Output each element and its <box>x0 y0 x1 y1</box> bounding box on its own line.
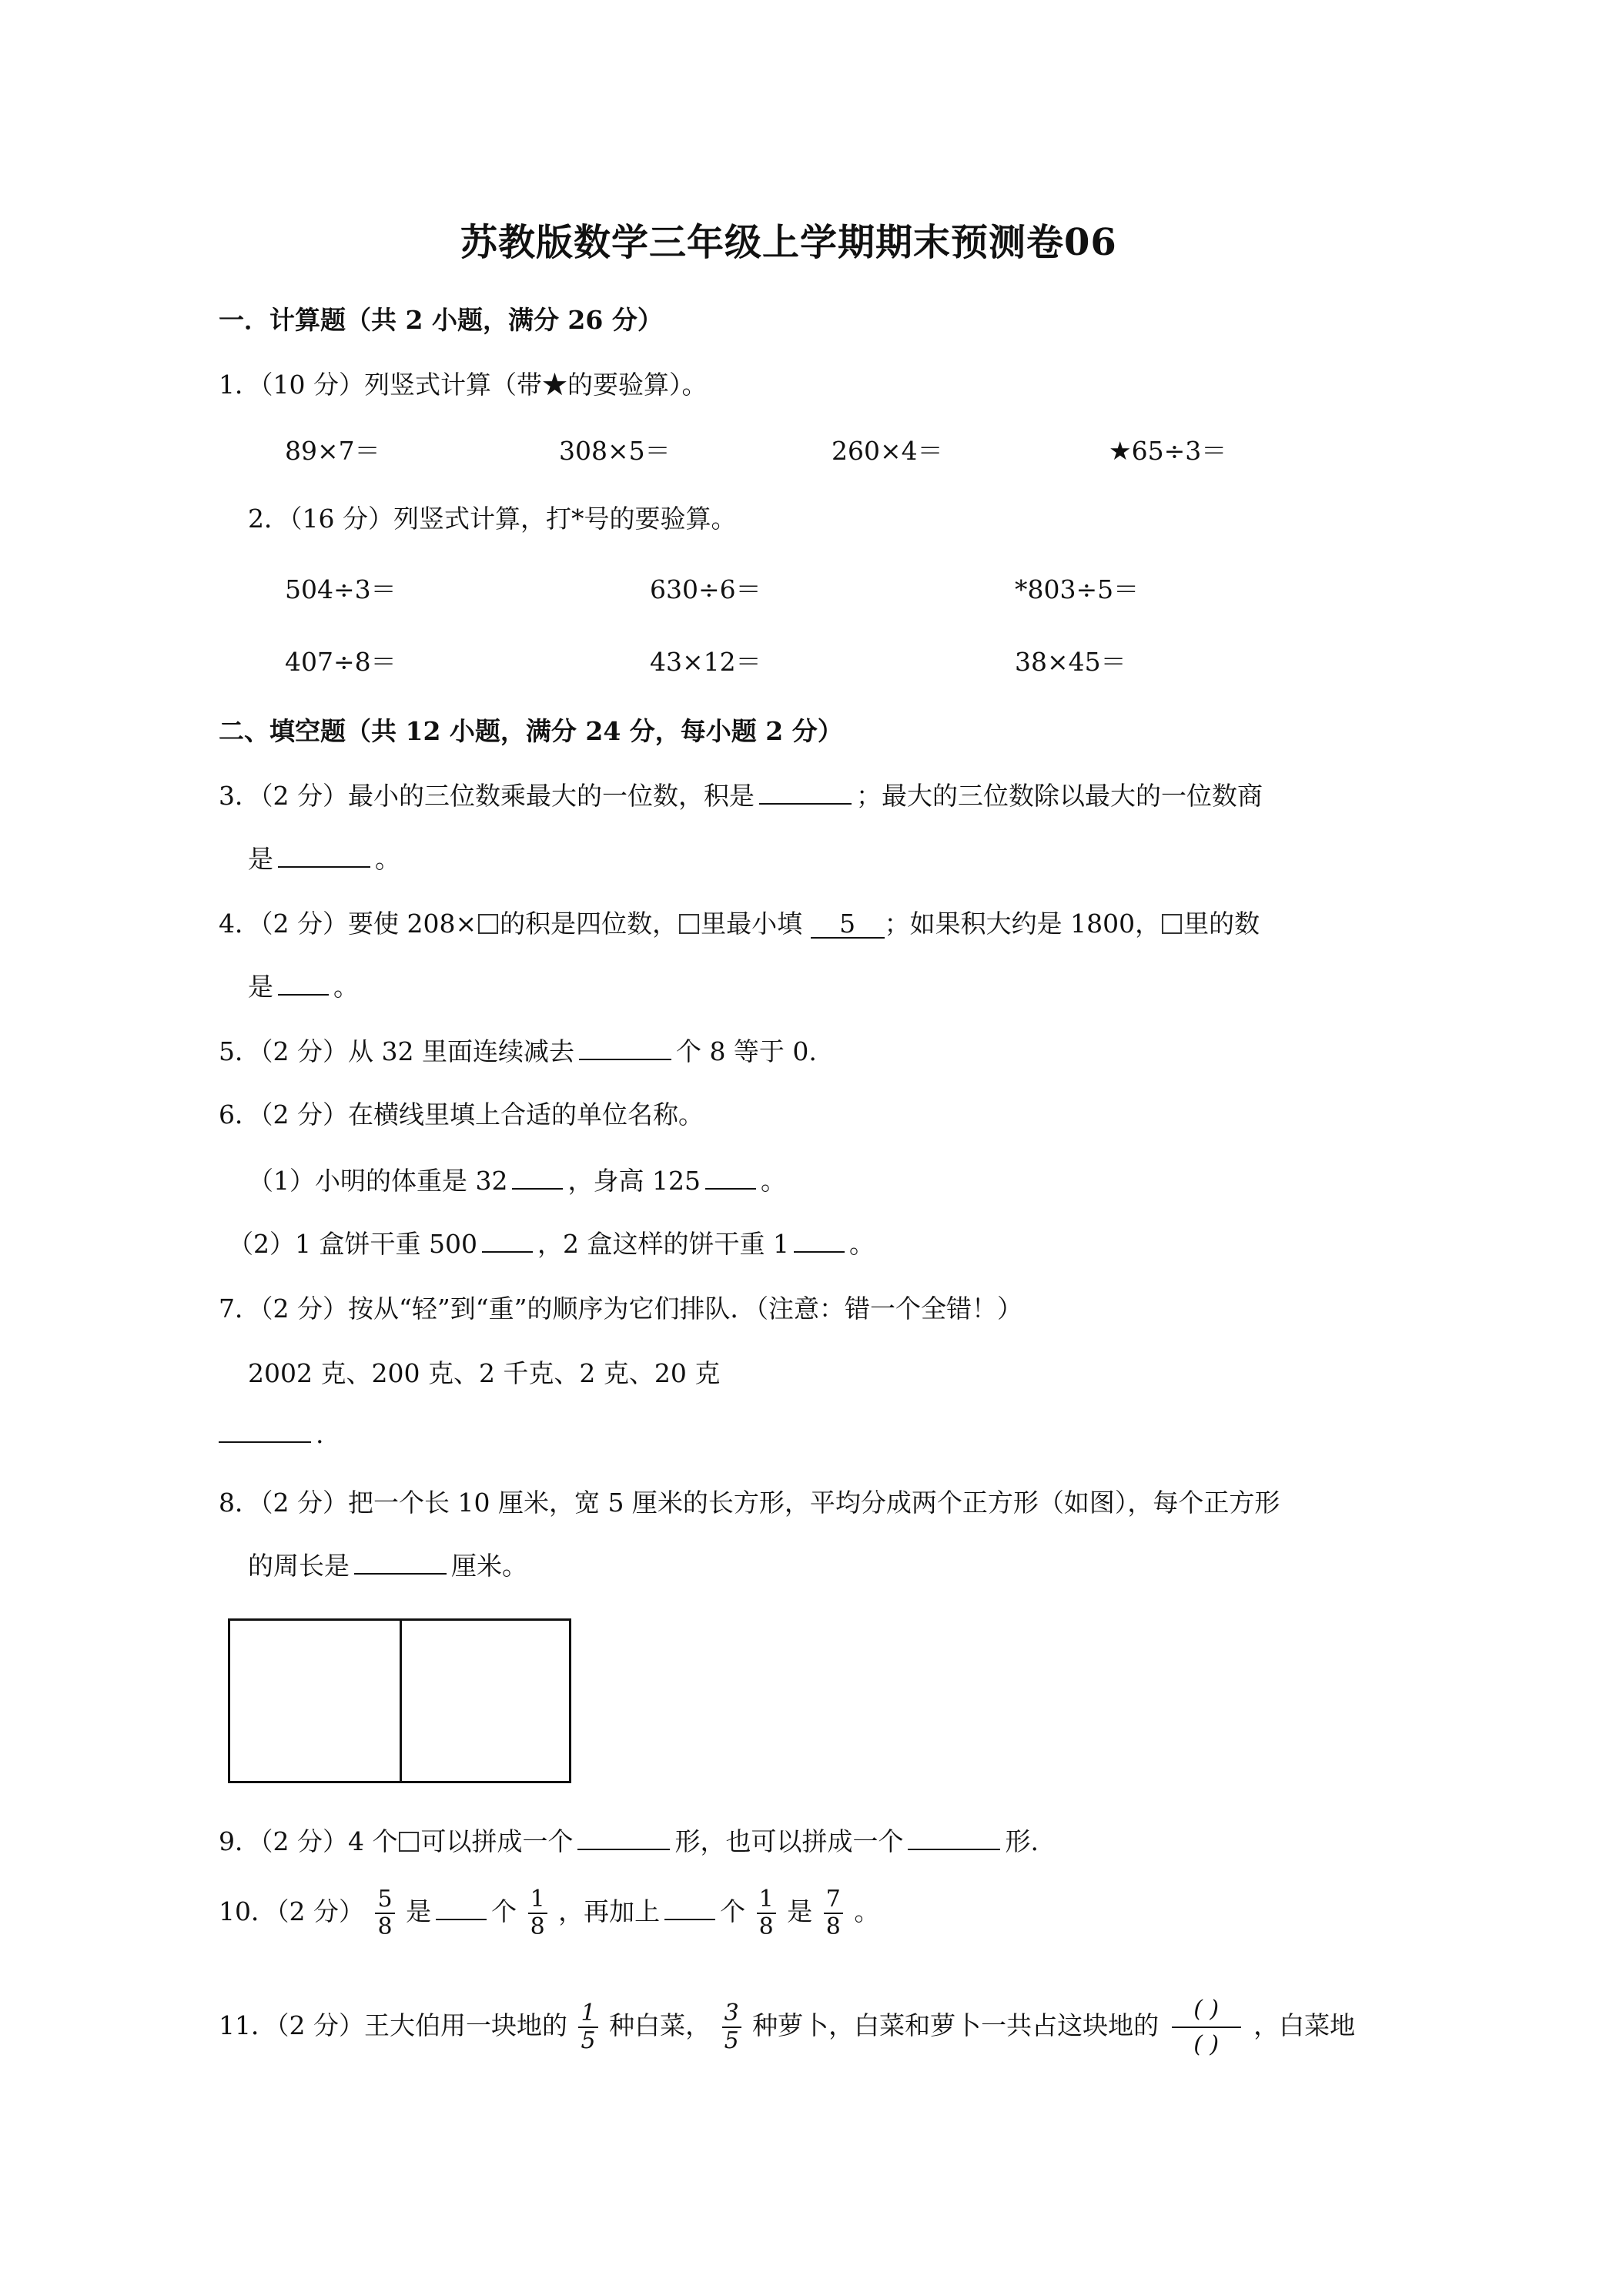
q3-text: 3．（2 分）最小的三位数乘最大的一位数，积是 <box>219 781 755 811</box>
q10-text: ，再加上 <box>558 1896 661 1926</box>
fraction-denominator-blank[interactable]: ( ) <box>1193 2031 1220 2058</box>
question-1-stem: 1．（10 分）列竖式计算（带★的要验算）。 <box>219 370 708 400</box>
square-box-icon <box>399 1832 419 1852</box>
q10-text: 个 <box>491 1896 517 1926</box>
q11-text: 种萝卜，白菜和萝卜一共占这块地的 <box>752 2010 1160 2040</box>
fraction-numerator: 1 <box>528 1886 547 1914</box>
rectangle-divider <box>400 1621 402 1781</box>
answer-blank[interactable] <box>436 1896 487 1920</box>
fraction-denominator: 5 <box>724 2027 739 2054</box>
q11-text: ，白菜地 <box>1253 2010 1356 2040</box>
question-6-stem: 6．（2 分）在横线里填上合适的单位名称。 <box>219 1099 704 1130</box>
answer-blank[interactable] <box>482 1228 533 1253</box>
fraction-denominator: 8 <box>758 1913 774 1940</box>
q10-text: 。 <box>854 1896 880 1926</box>
q4-text: 里最小填 <box>701 909 803 939</box>
q2-item: 504÷3＝ <box>285 574 397 604</box>
answer-blank[interactable] <box>219 1418 311 1443</box>
square-box-icon <box>1162 914 1182 934</box>
question-8-line1: 8．（2 分）把一个长 10 厘米，宽 5 厘米的长方形，平均分成两个正方形（如图），每个正方形 <box>219 1488 1280 1518</box>
q2-item: 630÷6＝ <box>650 574 761 604</box>
q9-text: 形. <box>1005 1826 1039 1856</box>
q9-text: 9．（2 分）4 个 <box>219 1826 398 1856</box>
q1-item: 260×4＝ <box>832 436 943 466</box>
fraction-denominator: 5 <box>581 2027 596 2054</box>
answer-blank[interactable] <box>577 1826 670 1850</box>
answer-blank[interactable] <box>354 1550 447 1575</box>
q5-text: 个 8 等于 0. <box>675 1036 817 1066</box>
answer-blank[interactable] <box>278 971 329 996</box>
q7-text: . <box>316 1419 324 1449</box>
q10-text: 是 <box>406 1896 432 1926</box>
q6-text: 。 <box>760 1166 786 1196</box>
question-4 <box>219 904 1260 940</box>
question-6-sub1 <box>248 1161 786 1197</box>
question-8-line2 <box>248 1546 527 1582</box>
q9-text: 可以拼成一个 <box>420 1826 574 1856</box>
answer-blank[interactable] <box>278 843 370 868</box>
q4-text: 的积是四位数， <box>500 909 678 939</box>
fraction-numerator: 7 <box>824 1886 843 1914</box>
fraction-numerator: 1 <box>757 1886 776 1914</box>
q3-text: 是 <box>248 844 273 874</box>
fraction <box>757 1886 776 1940</box>
fraction-numerator-blank[interactable]: ( ) <box>1172 1993 1241 2028</box>
q4-text: 里的数 <box>1183 909 1260 939</box>
question-3 <box>219 776 1263 812</box>
q4-text: 4．（2 分）要使 208× <box>219 909 477 939</box>
blank-fraction[interactable] <box>1172 1993 1241 2062</box>
question-6-sub2 <box>228 1224 875 1260</box>
fraction-numerator: 3 <box>722 2000 741 2028</box>
answer-blank[interactable] <box>705 1165 756 1190</box>
q2-item: 43×12＝ <box>650 647 761 677</box>
q4-text: ；如果积大约是 1800， <box>884 909 1161 939</box>
square-box-icon <box>478 914 498 934</box>
q9-text: 形，也可以拼成一个 <box>674 1826 904 1856</box>
answer-blank[interactable] <box>664 1896 715 1920</box>
q6-text: 。 <box>848 1229 875 1259</box>
question-3-line2 <box>248 839 400 875</box>
question-7-answer <box>219 1418 324 1449</box>
square-box-icon <box>679 914 699 934</box>
answer-blank[interactable] <box>512 1165 563 1190</box>
q6-text: （1）小明的体重是 32 <box>248 1166 508 1196</box>
q2-item: *803÷5＝ <box>1015 574 1139 604</box>
fraction <box>824 1886 843 1940</box>
section-heading-calculation: 一．计算题（共 2 小题，满分 26 分） <box>219 305 663 335</box>
q4-text: 是 <box>248 972 273 1002</box>
q1-item: 308×5＝ <box>559 436 671 466</box>
page-title: 苏教版数学三年级上学期期末预测卷06 <box>460 221 1117 264</box>
question-5 <box>219 1032 817 1068</box>
fraction <box>528 1886 547 1940</box>
q8-text: 厘米。 <box>451 1551 527 1581</box>
q10-text: 是 <box>787 1896 813 1926</box>
q1-item: ★65÷3＝ <box>1109 436 1227 466</box>
fraction-numerator: 5 <box>375 1886 394 1914</box>
fraction-denominator: 8 <box>377 1913 393 1940</box>
answer-blank[interactable] <box>759 780 852 805</box>
q8-text: 的周长是 <box>248 1551 350 1581</box>
q3-text: 。 <box>375 844 400 874</box>
answer-blank[interactable] <box>908 1826 1000 1850</box>
rectangle-figure <box>228 1618 571 1783</box>
question-11 <box>219 1993 1355 2062</box>
answer-filled: 5 <box>811 911 885 939</box>
question-9 <box>219 1822 1039 1858</box>
question-10 <box>219 1886 879 1940</box>
q11-text: 种白菜， <box>609 2010 711 2040</box>
q2-item: 407÷8＝ <box>285 647 397 677</box>
q6-text: ，身高 125 <box>567 1166 701 1196</box>
question-2-stem: 2．（16 分）列竖式计算，打*号的要验算。 <box>248 504 737 534</box>
question-7-stem: 7．（2 分）按从“轻”到“重”的顺序为它们排队．（注意：错一个全错！） <box>219 1294 1022 1324</box>
answer-blank[interactable] <box>579 1036 671 1060</box>
fraction-denominator: 8 <box>530 1913 545 1940</box>
q4-text: 。 <box>333 972 359 1002</box>
fraction-numerator: 1 <box>578 2000 597 2028</box>
q11-text: 11．（2 分）王大伯用一块地的 <box>219 2010 567 2040</box>
q1-item: 89×7＝ <box>285 436 380 466</box>
q3-text: ；最大的三位数除以最大的一位数商 <box>855 781 1263 811</box>
fraction <box>722 2000 741 2054</box>
q5-text: 5．（2 分）从 32 里面连续减去 <box>219 1036 574 1066</box>
q2-item: 38×45＝ <box>1015 647 1126 677</box>
answer-blank[interactable] <box>794 1228 845 1253</box>
fraction-denominator: 8 <box>825 1913 841 1940</box>
question-4-line2 <box>248 967 359 1003</box>
q10-text: 10．（2 分） <box>219 1896 364 1926</box>
question-7-items: 2002 克、200 克、2 千克、2 克、20 克 <box>248 1358 721 1388</box>
q10-text: 个 <box>720 1896 746 1926</box>
fraction <box>375 1886 394 1940</box>
fraction <box>578 2000 597 2054</box>
section-heading-fill-in: 二、填空题（共 12 小题，满分 24 分，每小题 2 分） <box>219 716 843 746</box>
q6-text: ，2 盒这样的饼干重 1 <box>537 1229 789 1259</box>
q6-text: （2）1 盒饼干重 500 <box>228 1229 477 1259</box>
